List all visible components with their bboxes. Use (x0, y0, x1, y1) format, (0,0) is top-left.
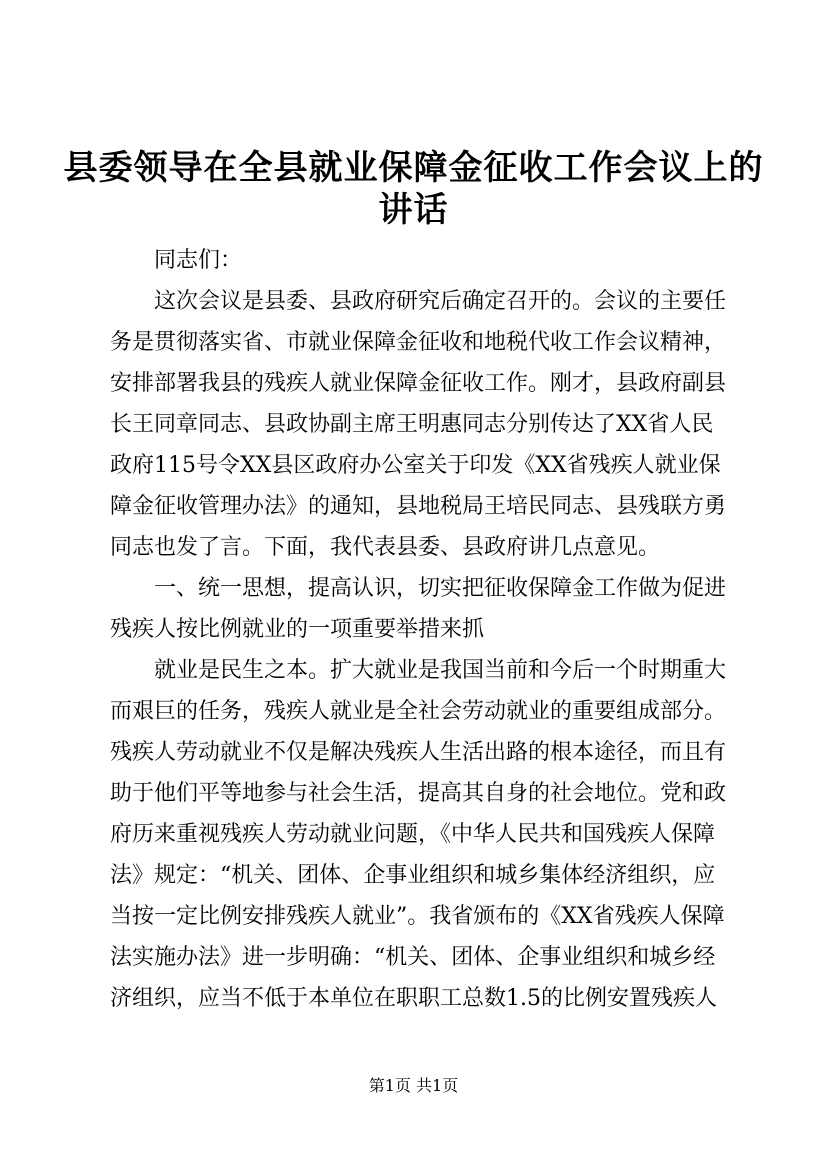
document-title-line-2: 讲话 (378, 190, 449, 230)
body-line: 济组织，应当不低于本单位在职职工总数1.5的比例安置残疾人 (110, 986, 717, 1011)
body-line: 同志们： (110, 248, 243, 273)
body-line: 障金征收管理办法》的通知，县地税局王培民同志、县残联方勇 (110, 494, 727, 519)
body-line: 政府115号令XX县区政府办公室关于印发《XX省残疾人就业保 (110, 453, 721, 478)
body-line: 一、统一思想，提高认识，切实把征收保障金工作做为促进 (110, 576, 727, 601)
body-line: 务是贯彻落实省、市就业保障金征收和地税代收工作会议精神， (110, 330, 727, 355)
body-line: 当按一定比例安排残疾人就业”。我省颁布的《XX省残疾人保障 (110, 904, 725, 929)
body-line: 助于他们平等地参与社会生活，提高其自身的社会地位。党和政 (110, 781, 727, 806)
body-line: 同志也发了言。下面，我代表县委、县政府讲几点意见。 (110, 535, 661, 560)
body-line: 安排部署我县的残疾人就业保障金征收工作。刚才，县政府副县 (110, 371, 727, 396)
body-line: 残疾人劳动就业不仅是解决残疾人生活出路的根本途径，而且有 (110, 740, 727, 765)
body-line: 而艰巨的任务，残疾人就业是全社会劳动就业的重要组成部分。 (110, 699, 727, 724)
body-line: 法》规定：“机关、团体、企事业组织和城乡集体经济组织，应 (110, 863, 716, 888)
body-line: 残疾人按比例就业的一项重要举措来抓 (110, 617, 485, 642)
body-line: 法实施办法》进一步明确：“机关、团体、企事业组织和城乡经 (110, 945, 716, 970)
body-line: 长王同章同志、县政协副主席王明惠同志分别传达了XX省人民 (110, 412, 714, 437)
document-title-line-1: 县委领导在全县就业保障金征收工作会议上的 (63, 148, 764, 188)
page-number-footer: 第1页 共1页 (368, 1076, 459, 1095)
body-line: 就业是民生之本。扩大就业是我国当前和今后一个时期重大 (110, 658, 727, 683)
body-line: 这次会议是县委、县政府研究后确定召开的。会议的主要任 (110, 289, 727, 314)
body-line: 府历来重视残疾人劳动就业问题，《中华人民共和国残疾人保障 (110, 822, 716, 847)
